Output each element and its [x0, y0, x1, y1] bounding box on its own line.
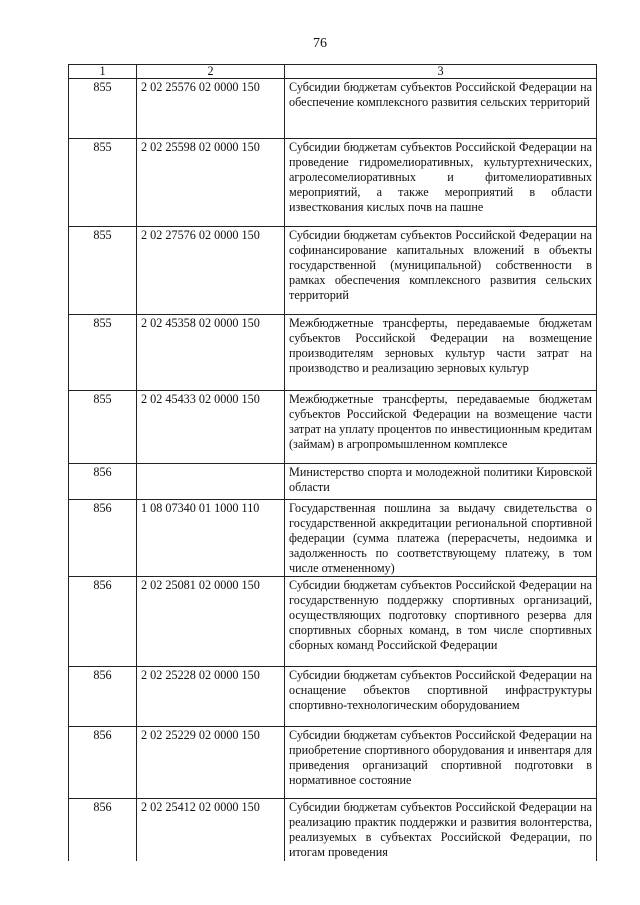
budget-code-cell: 1 08 07340 01 1000 110	[137, 500, 285, 577]
table-row	[69, 79, 597, 139]
description-cell: Межбюджетные трансферты, передаваемые бюджетам субъектов Российской Федерации на возмещение части затрат на уплату процентов по инвестиционным кредитам (займам) в агропромышленном комплексе	[285, 391, 597, 464]
budget-code-cell: 2 02 45358 02 0000 150	[137, 315, 285, 391]
admin-code-cell: 856	[69, 799, 137, 861]
table-row	[69, 391, 597, 464]
table-row	[69, 139, 597, 227]
table-row	[69, 500, 597, 577]
table-row	[69, 464, 597, 500]
table-row	[69, 667, 597, 727]
table-header-row	[69, 65, 597, 79]
table-row	[69, 315, 597, 391]
budget-code-cell: 2 02 25228 02 0000 150	[137, 667, 285, 727]
budget-code-cell: 2 02 25598 02 0000 150	[137, 139, 285, 227]
budget-code-cell: 2 02 45433 02 0000 150	[137, 391, 285, 464]
table-row	[69, 799, 597, 861]
admin-code-cell: 855	[69, 315, 137, 391]
budget-code-cell: 2 02 27576 02 0000 150	[137, 227, 285, 315]
admin-code-cell: 855	[69, 227, 137, 315]
description-cell: Субсидии бюджетам субъектов Российской Федерации на приобретение спортивного оборудования и инвентаря для приведения организаций спортивной подготовки в нормативное состояние	[285, 727, 597, 799]
description-cell: Субсидии бюджетам субъектов Российской Федерации на обеспечение комплексного развития сельских территорий	[285, 79, 597, 139]
description-cell: Министерство спорта и молодежной политики Кировской области	[285, 464, 597, 500]
admin-code-cell: 856	[69, 667, 137, 727]
column-header-3: 3	[285, 65, 597, 79]
budget-code-cell: 2 02 25576 02 0000 150	[137, 79, 285, 139]
page-number: 76	[313, 36, 327, 51]
budget-code-cell: 2 02 25081 02 0000 150	[137, 577, 285, 667]
description-cell: Субсидии бюджетам субъектов Российской Федерации на реализацию практик поддержки и развития волонтерства, реализуемых в субъектах Российской Федерации, по итогам проведения	[285, 799, 597, 861]
description-cell: Субсидии бюджетам субъектов Российской Федерации на государственную поддержку спортивных организаций, осуществляющих подготовку спортивного резерва для спортивных сборных команд, в том числе спортивных сборных команд Российской Федерации	[285, 577, 597, 667]
column-header-1: 1	[69, 65, 137, 79]
revenue-codes-table	[68, 64, 597, 861]
budget-code-cell	[137, 464, 285, 500]
admin-code-cell: 856	[69, 500, 137, 577]
admin-code-cell: 856	[69, 464, 137, 500]
admin-code-cell: 856	[69, 577, 137, 667]
budget-code-cell: 2 02 25412 02 0000 150	[137, 799, 285, 861]
admin-code-cell: 855	[69, 79, 137, 139]
description-cell: Субсидии бюджетам субъектов Российской Федерации на проведение гидромелиоративных, культуртехнических, агролесомелиоративных и фитомелиоративных мероприятий, а также мероприятий в области известкования кислых почв на пашне	[285, 139, 597, 227]
table-row	[69, 727, 597, 799]
description-cell: Государственная пошлина за выдачу свидетельства о государственной аккредитации региональной спортивной федерации (сумма платежа (перерасчеты, недоимка и задолженность по соответствующему платежу, в том числе отмененному)	[285, 500, 597, 577]
admin-code-cell: 856	[69, 727, 137, 799]
description-cell: Субсидии бюджетам субъектов Российской Федерации на софинансирование капитальных вложений в объекты государственной (муниципальной) собственности в рамках обеспечения комплексного развития сельских территорий	[285, 227, 597, 315]
table-row	[69, 577, 597, 667]
description-cell: Межбюджетные трансферты, передаваемые бюджетам субъектов Российской Федерации на возмещение производителям зерновых культур части затрат на производство и реализацию зерновых культур	[285, 315, 597, 391]
table-row	[69, 227, 597, 315]
admin-code-cell: 855	[69, 139, 137, 227]
admin-code-cell: 855	[69, 391, 137, 464]
column-header-2: 2	[137, 65, 285, 79]
budget-code-cell: 2 02 25229 02 0000 150	[137, 727, 285, 799]
description-cell: Субсидии бюджетам субъектов Российской Федерации на оснащение объектов спортивной инфраструктуры спортивно-технологическим оборудованием	[285, 667, 597, 727]
